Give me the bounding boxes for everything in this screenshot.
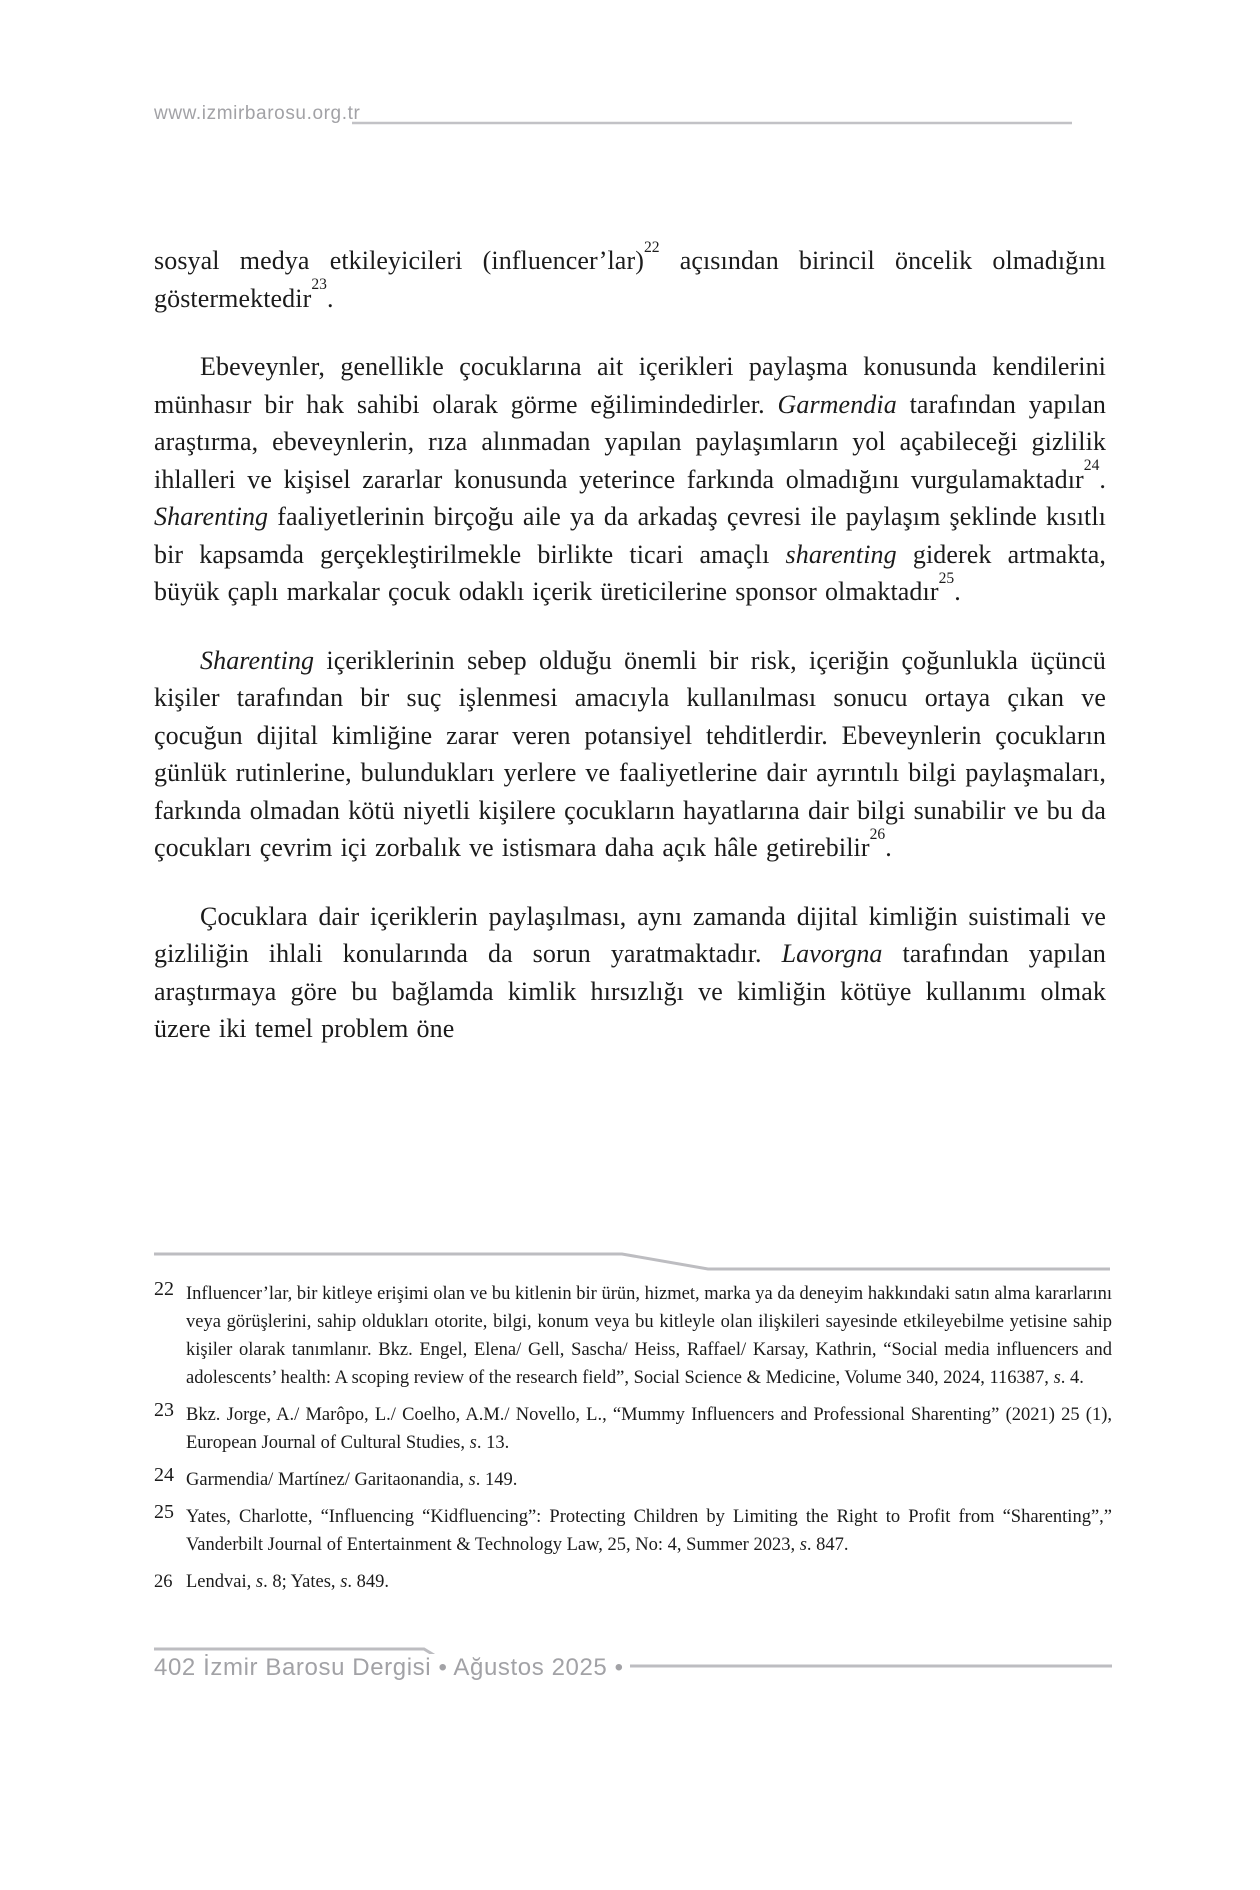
page-footer	[154, 1654, 630, 1682]
italic-run: Sharenting	[200, 645, 315, 675]
italic-run: Garmendia	[777, 389, 897, 419]
text-run: Çocuklara dair içeriklerin paylaşılması, aynı zamanda dijital kimliğin suistimali ve gizliliğin ihlali konularında da sorun yaratmaktadır.	[154, 901, 1106, 968]
italic-run: s	[255, 1572, 264, 1592]
text-run: . 849.	[347, 1572, 390, 1592]
text-run: . 847.	[806, 1535, 849, 1555]
italic-run: s	[340, 1572, 348, 1592]
text-run: .	[885, 833, 892, 862]
text-run: .	[1099, 464, 1106, 494]
footnote-number: 22	[154, 1278, 174, 1300]
italic-run: s	[469, 1433, 477, 1453]
footnote-separator	[154, 1254, 1110, 1269]
footnote-ref: 24	[1083, 457, 1100, 475]
text-run: Garmendia/ Martínez/ Garitaonandia,	[186, 1470, 469, 1490]
body-paragraph	[154, 642, 1106, 867]
text-run: . 4.	[1060, 1368, 1084, 1388]
italic-run: s	[468, 1470, 476, 1490]
footnote-ref: 26	[869, 825, 886, 843]
footnote-number: 26	[154, 1572, 173, 1592]
body-paragraph	[154, 898, 1106, 1048]
footnote-text	[186, 1568, 1112, 1596]
header-url: www.izmirbarosu.org.tr	[154, 103, 361, 124]
footnote-text	[186, 1401, 1112, 1457]
text-run: . 149.	[475, 1470, 518, 1490]
text-run: içeriklerinin sebep olduğu önemli bir risk, içeriğin çoğunlukla üçüncü kişiler tarafından bir suç işlenmesi amacıyla kullanılması sonucu ortaya çıkan ve çocuğun dijital kimliğine zarar veren potansiyel tehditlerdir. Ebeveynlerin çocukların günlük rutinlerine, bulundukları yerlere ve faaliyetlerine dair ayrıntılı bilgi paylaşmaları, farkında olmadan kötü niyetli kişilere çocukların hayatlarına dair bilgi sunabilir ve bu da çocukları çevrim içi zorbalık ve istismara daha açık hâle getirebilir	[154, 645, 1106, 862]
text-run: Influencer’lar, bir kitleye erişimi olan ve bu kitlenin bir ürün, hizmet, marka ya da deneyim hakkındaki satın alma kararlarını veya görüşlerini, sahip oldukları otorite, bilgi, konum veya bu kitleyle olan ilişkileri sayesinde etkileyebilme yetisine sahip kişiler olarak tanımlanır. Bkz. Engel, Elena/ Gell, Sascha/ Heiss, Raffael/ Karsay, Kathrin, “Social media influencers and adolescents’ health: A scoping review of the research field”, Social Science & Medicine, Volume 340, 2024, 116387,	[186, 1284, 1112, 1388]
italic-run: s	[799, 1535, 807, 1555]
body-paragraph	[154, 238, 1106, 317]
footnotes-section	[154, 1280, 1112, 1605]
footnote-item	[154, 1568, 1112, 1596]
text-run: açısından birincil öncelik olmadığını göstermektedir	[154, 246, 1106, 313]
page-number: 402	[154, 1654, 196, 1681]
footnote-text	[186, 1466, 1112, 1494]
footnote-item	[154, 1280, 1112, 1392]
journal-footer-line: İzmir Barosu Dergisi • Ağustos 2025 •	[203, 1654, 624, 1681]
footnote-number: 24	[154, 1464, 174, 1486]
text-run: faaliyetlerinin birçoğu aile ya da arkadaş çevresi ile paylaşım şeklinde kısıtlı bir kapsamda gerçekleştirilmekle birlikte ticari amaçlı	[154, 502, 1106, 569]
text-run: Bkz. Jorge, A./ Marôpo, L./ Coelho, A.M./ Novello, L., “Mummy Influencers and Professional Sharenting” (2021) 25 (1), European Journal of Cultural Studies,	[186, 1405, 1112, 1453]
italic-run: sharenting	[785, 539, 897, 569]
text-run: .	[954, 577, 961, 606]
footnote-ref: 22	[643, 238, 660, 256]
text-run: Lendvai,	[186, 1572, 256, 1592]
text-run: .	[326, 283, 334, 313]
text-run: tarafından yapılan araştırma, ebeveynlerin, rıza alınmadan yapılan paylaşımların yol açabileceği gizlilik ihlalleri ve kişisel zararlar konusunda yeterince farkında olmadığını vurgulamaktadır	[154, 389, 1106, 494]
italic-run: Lavorgna	[781, 939, 883, 968]
footnote-item	[154, 1466, 1112, 1494]
text-run: . 13.	[476, 1433, 510, 1453]
footnote-ref: 23	[311, 276, 327, 294]
italic-run: Sharenting	[154, 502, 269, 531]
text-run: giderek artmakta, büyük çaplı markalar çocuk odaklı içerik üreticilerine sponsor olmaktadır	[154, 539, 1106, 606]
footnote-item	[154, 1401, 1112, 1457]
footnote-text	[186, 1503, 1112, 1559]
footnote-text	[186, 1280, 1112, 1392]
footnote-ref: 25	[938, 569, 955, 587]
text-run: . 8; Yates,	[263, 1572, 341, 1592]
footnote-number: 25	[154, 1501, 174, 1523]
text-run: Ebeveynler, genellikle çocuklarına ait içerikleri paylaşma konusunda kendilerini münhasır bir hak sahibi olarak görme eğilimindedirler.	[154, 352, 1106, 419]
footnote-item	[154, 1503, 1112, 1559]
text-run: tarafından yapılan araştırmaya göre bu bağlamda kimlik hırsızlığı ve kimliğin kötüye kullanımı olmak üzere iki temel problem öne	[154, 939, 1106, 1043]
body-paragraph	[154, 348, 1106, 611]
text-run: sosyal medya etkileyicileri (influencer’lar)	[154, 246, 644, 275]
italic-run: s	[1053, 1368, 1061, 1388]
footnote-number: 23	[154, 1399, 174, 1421]
text-run: Yates, Charlotte, “Influencing “Kidfluencing”: Protecting Children by Limiting the Right to Profit from “Sharenting”,” Vanderbilt Journal of Entertainment & Technology Law, 25, No: 4, Summer 2023,	[186, 1507, 1112, 1555]
article-body	[154, 238, 1106, 1079]
page-header	[154, 103, 360, 125]
